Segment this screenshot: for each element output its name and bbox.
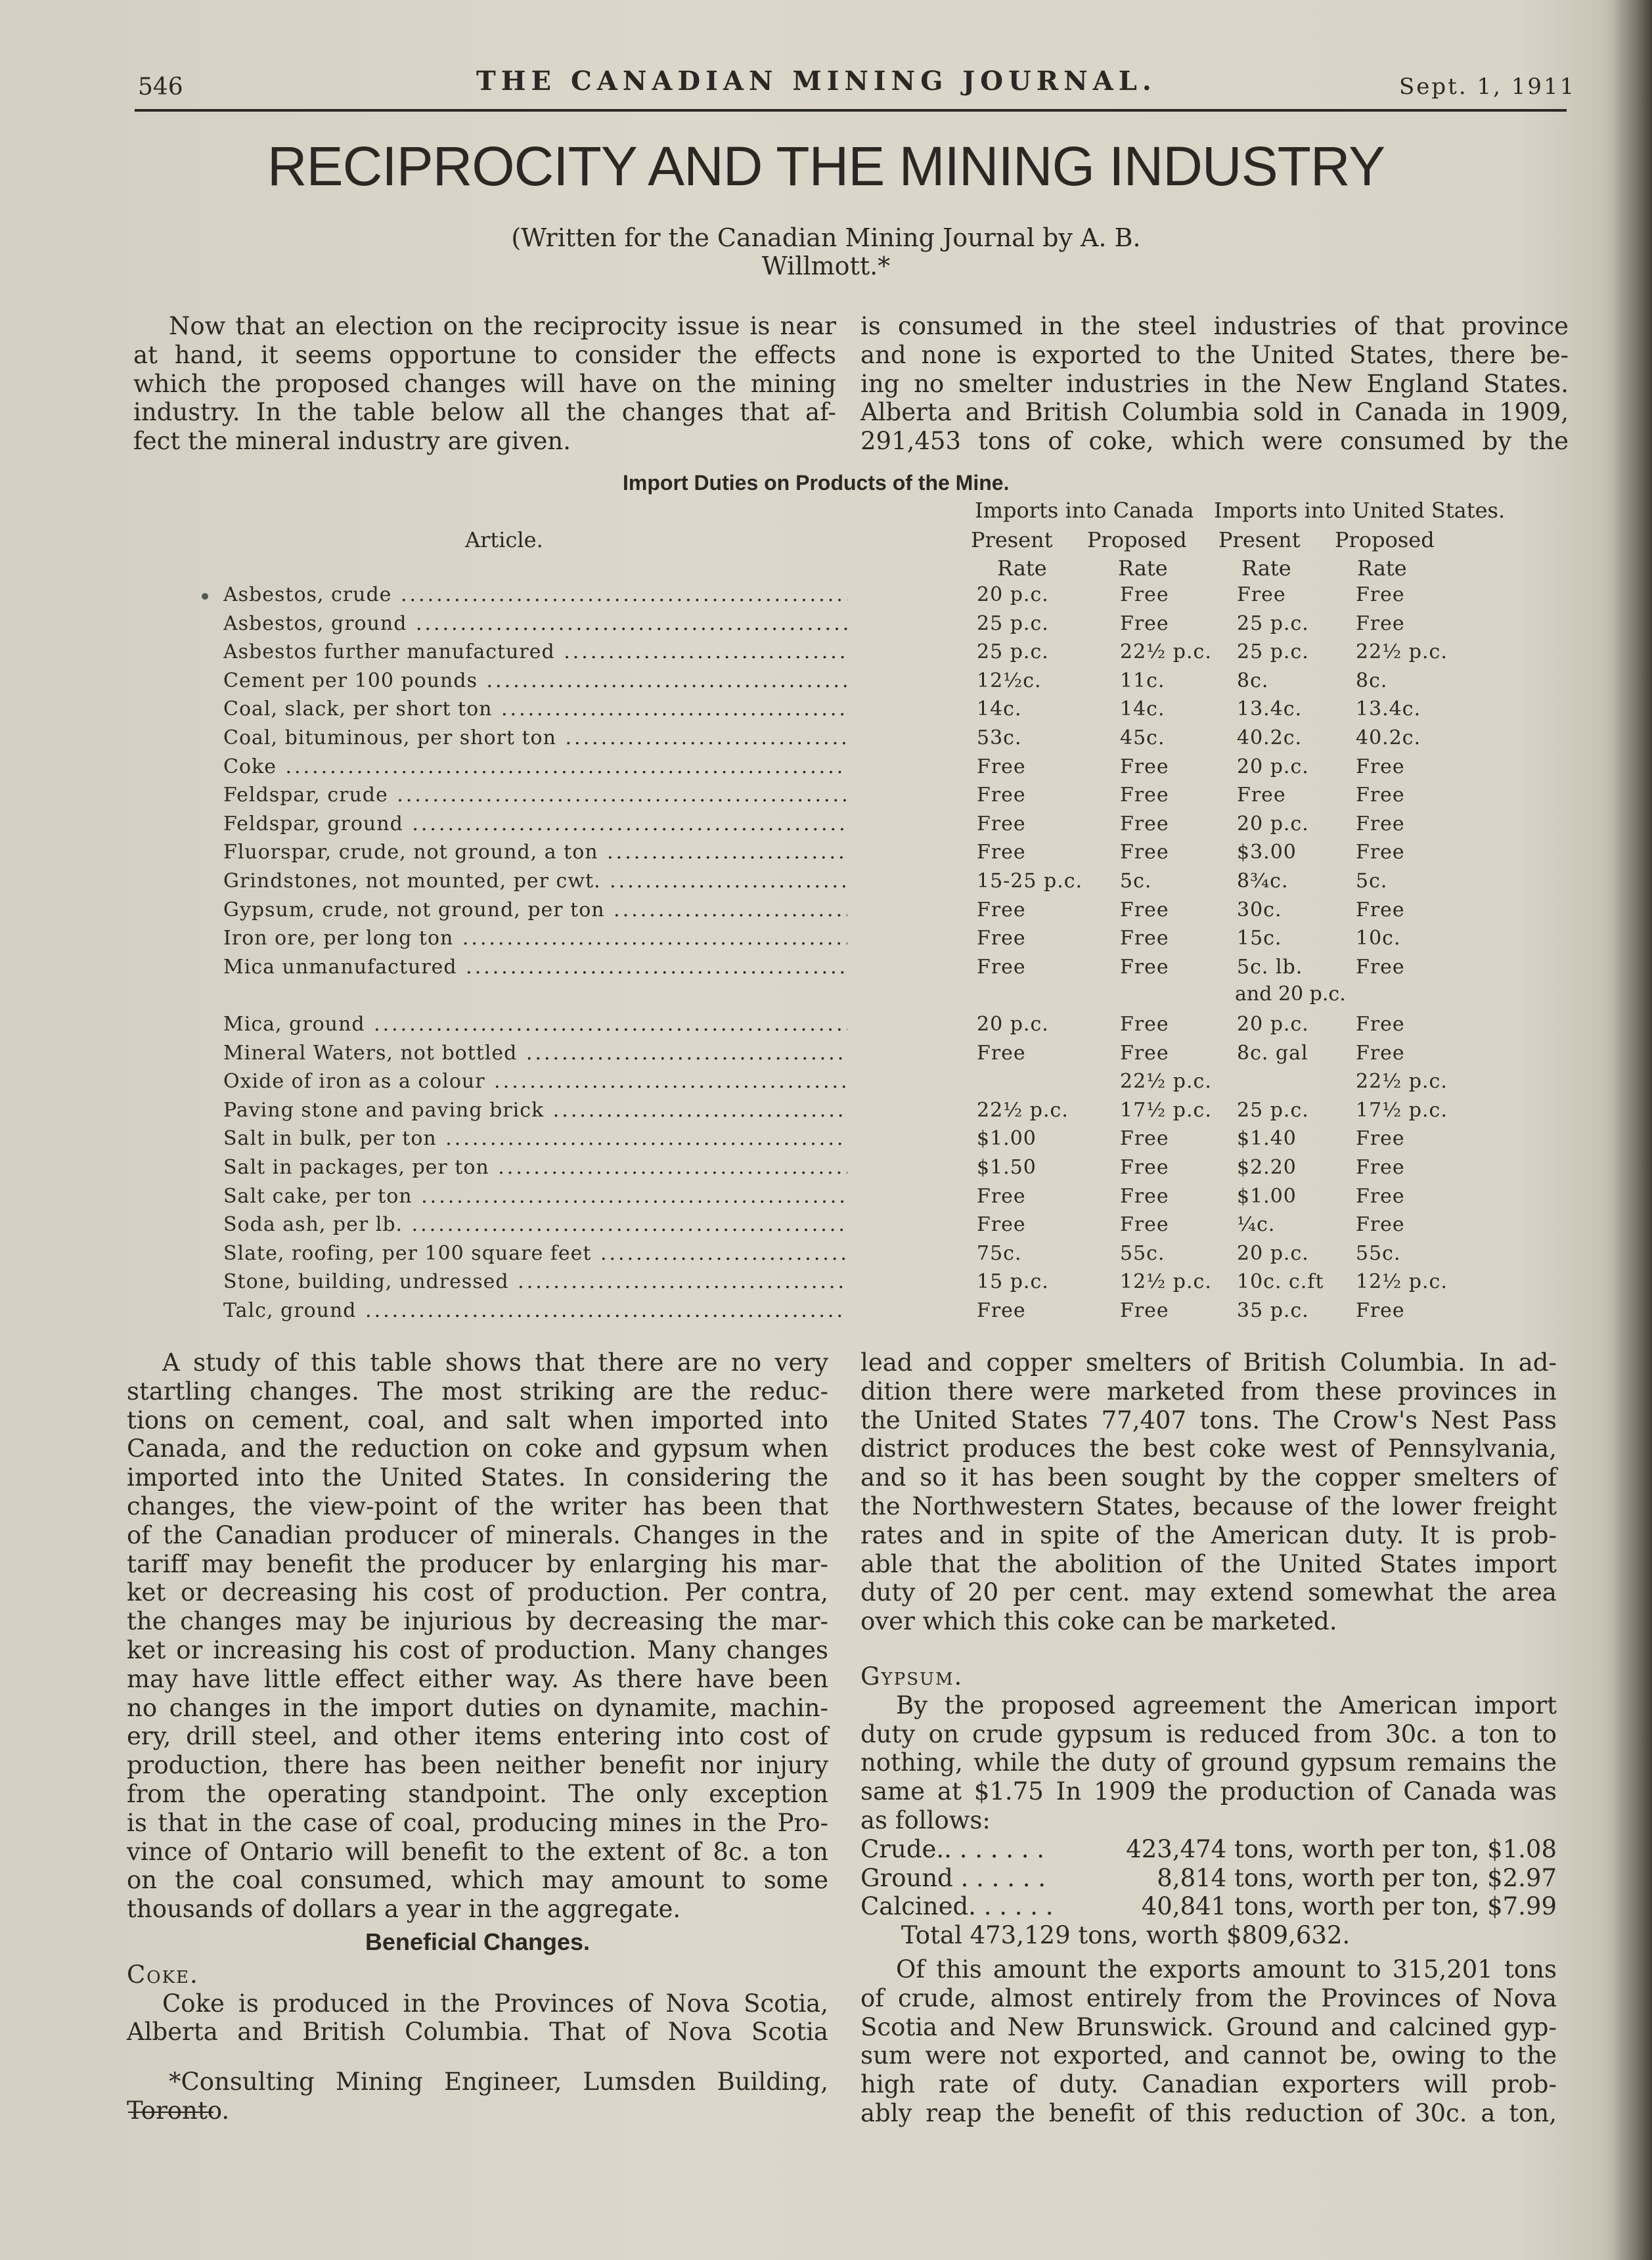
text-line: from the operating standpoint. The only exception [127, 1779, 828, 1808]
page-number: 546 [138, 74, 183, 100]
text-line: Scotia and New Brunswick. Ground and calcined gyp- [860, 2012, 1557, 2041]
table-cell-us-proposed: Free [1356, 1127, 1405, 1151]
article-title: RECIPROCITY AND THE MINING INDUSTRY [267, 135, 1385, 197]
table-cell-ca-proposed: Free [1120, 1213, 1169, 1237]
table-cell-us-proposed: 10c. [1356, 927, 1401, 950]
text-line: at hand, it seems opportune to consider the effects [133, 340, 836, 369]
gypsum-production-list [860, 1835, 1557, 1921]
table-cell-ca-present: 15-25 p.c. [977, 870, 1083, 893]
table-cell-us-present: 20 p.c. [1237, 1241, 1309, 1265]
text-line: lead and copper smelters of British Columbia. In ad- [860, 1348, 1557, 1377]
text-line: and none is exported to the United States, there be- [860, 340, 1569, 369]
table-cell-us-present: 10c. c.ft [1237, 1270, 1324, 1294]
group-header-canada: Imports into Canada [975, 498, 1194, 523]
table-cell-ca-present: 12½c. [977, 669, 1042, 692]
table-cell-us-proposed: Free [1356, 812, 1405, 835]
text-line: sum were not exported, and cannot be, owing to the [860, 2041, 1557, 2070]
table-cell-ca-present: Free [977, 812, 1026, 835]
table-cell-ca-present: $1.50 [977, 1156, 1037, 1179]
text-line: duty of 20 per cent. may extend somewhat the area [860, 1578, 1557, 1607]
table-cell-us-present: 25 p.c. [1237, 1098, 1309, 1122]
table-cell-article: Fluorspar, crude, not ground, a ton ..... [223, 841, 847, 864]
body-right-column [860, 1348, 1557, 2128]
table-cell-article: Mineral Waters, not bottled ..... [223, 1042, 847, 1065]
table-cell-us-present: 25 p.c. [1237, 611, 1309, 635]
text-line: rates and in spite of the American duty. It is prob- [860, 1520, 1557, 1549]
table-cell-ca-present: 25 p.c. [977, 640, 1049, 664]
table-cell-ca-proposed: 12½ p.c. [1120, 1270, 1212, 1294]
table-cell-article: Gypsum, crude, not ground, per ton ..... [223, 898, 847, 921]
table-cell-ca-present: Free [977, 898, 1026, 921]
table-cell-us-proposed: Free [1356, 1156, 1405, 1179]
table-cell-us-present: 8c. gal [1237, 1041, 1308, 1065]
table-cell-ca-present: Free [977, 955, 1026, 979]
gypsum-label: Calcined. . . . . . [860, 1892, 1054, 1921]
table-cell-article: Talc, ground ..... [223, 1299, 847, 1322]
table-cell-article: Soda ash, per lb. ..... [223, 1213, 847, 1236]
text-line: Alberta and British Columbia. That of Nova Scotia [127, 2018, 828, 2047]
text-line: fect the mineral industry are given. [133, 427, 571, 456]
table-cell-article: Mica, ground ..... [223, 1013, 847, 1036]
text-line: and so it has been sought by the copper smelters of [860, 1463, 1557, 1492]
table-cell-us-present: Free [1237, 583, 1286, 606]
table-cell-us-proposed: Free [1356, 955, 1405, 979]
table-cell-ca-proposed: 14c. [1120, 698, 1165, 721]
table-cell-ca-proposed: Free [1120, 1013, 1169, 1036]
table-cell-ca-proposed: 5c. [1120, 870, 1152, 893]
beneficial-changes-heading: Beneficial Changes. [365, 1928, 591, 1955]
text-line: duty on crude gypsum is reduced from 30c. a ton to [860, 1719, 1557, 1748]
text-line: 291,453 tons of coke, which were consumed by the [860, 427, 1569, 456]
table-cell-us-present: 40.2c. [1237, 726, 1303, 749]
text-line: no changes in the import duties on dynamite, machin- [127, 1693, 828, 1722]
table-cell-ca-present: Free [977, 1213, 1026, 1237]
article-header: Article. [465, 527, 543, 552]
text-line: Canada, and the reduction on coke and gypsum when [127, 1434, 828, 1463]
gypsum-row [860, 1892, 1557, 1921]
text-line: of the Canadian producer of minerals. Changes in the [127, 1520, 828, 1549]
table-cell-ca-proposed: 22½ p.c. [1120, 640, 1212, 664]
table-cell-us-proposed: Free [1356, 611, 1405, 635]
table-cell-ca-present: Free [977, 784, 1026, 807]
table-cell-us-present: 8c. [1237, 669, 1269, 692]
table-cell-ca-proposed: 45c. [1120, 726, 1165, 749]
table-cell-us-present: 20 p.c. [1237, 812, 1309, 835]
table-cell-ca-present: Free [977, 927, 1026, 950]
table-cell-us-proposed: 40.2c. [1356, 726, 1421, 749]
table-cell-us-present: $2.20 [1237, 1156, 1297, 1179]
intro-right-column [860, 312, 1569, 456]
text-line: nothing, while the duty of ground gypsum remains the [860, 1748, 1557, 1777]
text-line: high rate of duty. Canadian exporters will prob- [860, 2070, 1557, 2099]
journal-title: THE CANADIAN MINING JOURNAL. [476, 66, 1157, 97]
text-line: may have little effect either way. As there have been [127, 1664, 828, 1693]
table-cell-us-present: 5c. lb. [1237, 955, 1303, 979]
table-cell-article: Coke ..... [223, 755, 847, 778]
text-line: same at $1.75 In 1909 the production of Canada was [860, 1777, 1557, 1806]
table-cell-us-present: 15c. [1237, 927, 1282, 950]
text-line: vince of Ontario will benefit to the extent of 8c. a ton [127, 1837, 828, 1866]
text-line: the United States 77,407 tons. The Crow's Nest Pass [860, 1406, 1557, 1434]
table-cell-ca-present: Free [977, 841, 1026, 864]
col-header-ca-proposed: Proposed [1087, 527, 1187, 552]
table-cell-ca-proposed: Free [1120, 1041, 1169, 1065]
table-cell-us-proposed: 5c. [1356, 870, 1388, 893]
table-cell-ca-present: Free [977, 1299, 1026, 1322]
gypsum-total: Total 473,129 tons, worth $809,632. [901, 1921, 1351, 1950]
table-cell-article: Stone, building, undressed ..... [223, 1270, 847, 1293]
body-left-column [127, 1348, 828, 2047]
col-header-us-proposed: Proposed [1335, 527, 1435, 552]
text-line: dition there were marketed from these provinces in [860, 1377, 1557, 1406]
table-cell-article: Asbestos, crude ..... [223, 583, 847, 606]
table-cell-ca-proposed: Free [1120, 1184, 1169, 1208]
table-cell-us-proposed: Free [1356, 583, 1405, 606]
table-cell-us-proposed: 22½ p.c. [1356, 640, 1448, 664]
footnote [127, 2068, 828, 2125]
table-cell-article: Feldspar, ground ..... [223, 812, 847, 835]
table-cell-us-proposed: 13.4c. [1356, 698, 1421, 721]
table-cell-article: Oxide of iron as a colour ..... [223, 1070, 847, 1093]
table-cell-ca-proposed: Free [1120, 611, 1169, 635]
table-cell-article: Grindstones, not mounted, per cwt. ..... [223, 870, 847, 893]
text-line: Of this amount the exports amount to 315,201 tons [896, 1955, 1557, 1983]
table-cell-us-present: 35 p.c. [1237, 1299, 1309, 1322]
text-line: district produces the best coke west of Pennsylvania, [860, 1434, 1557, 1463]
table-cell-article: Paving stone and paving brick ..... [223, 1099, 847, 1122]
table-cell-ca-proposed: Free [1120, 784, 1169, 807]
text-line: tions on cement, coal, and salt when imported into [127, 1406, 828, 1434]
table-cell-ca-present: 20 p.c. [977, 1013, 1049, 1036]
text-line: ket or increasing his cost of production. Many changes [127, 1635, 828, 1664]
text-line: ing no smelter industries in the New England States. [860, 369, 1569, 398]
text-line: tariff may benefit the producer by enlarging his mar- [127, 1549, 828, 1578]
text-line: ket or decreasing his cost of production. Per contra, [127, 1578, 828, 1607]
table-cell-us-present: $1.40 [1237, 1127, 1297, 1151]
table-cell-ca-proposed: 55c. [1120, 1241, 1165, 1265]
table-cell-article: Cement per 100 pounds ..... [223, 669, 847, 692]
gypsum-row [860, 1835, 1557, 1864]
text-line: Now that an election on the reciprocity issue is near [169, 312, 836, 340]
table-cell-ca-present: 15 p.c. [977, 1270, 1049, 1294]
table-cell-us-present: 20 p.c. [1237, 1013, 1309, 1036]
table-cell-article: Salt in packages, per ton ..... [223, 1156, 847, 1179]
table-cell-ca-present: $1.00 [977, 1127, 1037, 1151]
table-cell-article: Slate, roofing, per 100 square feet ..... [223, 1242, 847, 1265]
text-line: is consumed in the steel industries of that province [860, 312, 1569, 340]
text-line: ably reap the benefit of this reduction of 30c. a ton, [860, 2098, 1557, 2127]
table-cell-ca-proposed: Free [1120, 955, 1169, 979]
col-header-us-present: Present [1218, 527, 1301, 552]
text-line: production, there has been neither benefit nor injury [127, 1751, 828, 1780]
rate-label-us-proposed: Rate [1357, 556, 1407, 581]
gypsum-heading: Gypsum. [860, 1662, 964, 1691]
table-cell-article: Mica unmanufactured ..... [223, 956, 847, 979]
text-line: of crude, almost entirely from the Provinces of Nova [860, 1983, 1557, 2012]
table-cell-ca-proposed: Free [1120, 755, 1169, 778]
table-cell-us-proposed: Free [1356, 755, 1405, 778]
table-cell-us-present: 25 p.c. [1237, 640, 1309, 664]
table-cell-ca-proposed: 17½ p.c. [1120, 1098, 1212, 1122]
table-cell-us-proposed: 8c. [1356, 669, 1388, 692]
text-line: imported into the United States. In considering the [127, 1463, 828, 1492]
table-cell-us-present: $3.00 [1237, 841, 1297, 864]
table-cell-us-proposed: Free [1356, 1213, 1405, 1237]
table-cell-ca-proposed: 22½ p.c. [1120, 1070, 1212, 1094]
table-cell-ca-proposed: 11c. [1120, 669, 1165, 692]
page-edge-shadow [1613, 0, 1652, 2260]
table-cell-us-present: Free [1237, 784, 1286, 807]
table-cell-article: Iron ore, per long ton ..... [223, 927, 847, 950]
rate-label-us-present: Rate [1241, 556, 1291, 581]
table-title: Import Duties on Products of the Mine. [623, 471, 1010, 495]
table-cell-ca-present: Free [977, 1041, 1026, 1065]
table-cell-ca-proposed: Free [1120, 927, 1169, 950]
text-line: Coke is produced in the Provinces of Nova Scotia, [162, 1989, 828, 2018]
gypsum-amount: 8,814 tons, worth per ton, $2.97 [1157, 1863, 1557, 1892]
byline-line-1: (Written for the Canadian Mining Journal by A. B. [511, 223, 1141, 252]
text-line: able that the abolition of the United States import [860, 1549, 1557, 1578]
table-cell-us-present: $1.00 [1237, 1184, 1297, 1208]
byline-line-2: Willmott.* [761, 252, 891, 280]
rate-label-ca-proposed: Rate [1118, 556, 1168, 581]
text-line: A study of this table shows that there are no very [162, 1348, 828, 1377]
table-cell-ca-present: 20 p.c. [977, 583, 1049, 606]
group-header-us: Imports into United States. [1214, 498, 1506, 523]
table-cell-us-proposed: Free [1356, 1299, 1405, 1322]
col-header-ca-present: Present [971, 527, 1053, 552]
gypsum-label: Ground . . . . . . [860, 1863, 1046, 1892]
table-cell-article: Asbestos further manufactured ..... [223, 640, 847, 663]
issue-date: Sept. 1, 1911 [1399, 74, 1576, 100]
text-line: thousands of dollars a year in the aggregate. [127, 1895, 681, 1924]
table-cell-ca-present: 14c. [977, 698, 1022, 721]
table-cell-us-proposed: Free [1356, 1184, 1405, 1208]
table-cell-article: Feldspar, crude ..... [223, 784, 847, 807]
table-cell-ca-proposed: Free [1120, 841, 1169, 864]
text-line: on the coal consumed, which may amount to some [127, 1866, 828, 1895]
text-line: ery, drill steel, and other items entering into cost of [127, 1722, 828, 1751]
table-cell-ca-proposed: Free [1120, 1156, 1169, 1179]
bullet-mark [202, 593, 208, 600]
intro-left-column [133, 312, 836, 456]
table-cell-ca-proposed: Free [1120, 1127, 1169, 1151]
table-cell-us-proposed: Free [1356, 784, 1405, 807]
table-cell-ca-present: 75c. [977, 1241, 1022, 1265]
rate-label-ca-present: Rate [997, 556, 1047, 581]
table-cell-us-present: 13.4c. [1237, 698, 1303, 721]
text-line: over which this coke can be marketed. [860, 1607, 1337, 1636]
table-cell-ca-present: Free [977, 755, 1026, 778]
text-line: the changes may be injurious by decreasing the mar- [127, 1607, 828, 1636]
table-cell-us-proposed: Free [1356, 1013, 1405, 1036]
table-cell-us-present: 30c. [1237, 898, 1282, 921]
text-line: changes, the view-point of the writer has been that [127, 1492, 828, 1520]
table-cell-article: Salt cake, per ton ..... [223, 1185, 847, 1208]
text-line: Alberta and British Columbia sold in Canada in 1909, [860, 398, 1569, 427]
table-cell-ca-proposed: Free [1120, 898, 1169, 921]
text-line: the Northwestern States, because of the lower freight [860, 1492, 1557, 1520]
table-cell-ca-proposed: Free [1120, 812, 1169, 835]
gypsum-row [860, 1864, 1557, 1893]
table-cell-us-proposed: 55c. [1356, 1241, 1401, 1265]
table-cell-us-proposed: 22½ p.c. [1356, 1070, 1448, 1094]
table-cell-us-proposed: 17½ p.c. [1356, 1098, 1448, 1122]
text-line: Toronto. [127, 2096, 230, 2125]
table-cell-article: Coal, bituminous, per short ton ..... [223, 726, 847, 749]
table-cell-us-proposed: Free [1356, 841, 1405, 864]
table-cell-article: Coal, slack, per short ton ..... [223, 698, 847, 720]
coke-heading: Coke. [127, 1960, 199, 1989]
table-cell-ca-present: Free [977, 1184, 1026, 1208]
table-cell-us-proposed: Free [1356, 898, 1405, 921]
gypsum-label: Crude.. . . . . . . [860, 1834, 1045, 1863]
table-cell-us-proposed: Free [1356, 1041, 1405, 1065]
text-line: is that in the case of coal, producing mines in the Pro- [127, 1808, 828, 1837]
table-cell-ca-present: 22½ p.c. [977, 1098, 1069, 1122]
text-line: which the proposed changes will have on the mining [133, 369, 836, 398]
table-cell-article: Asbestos, ground ..... [223, 612, 847, 635]
text-line: startling changes. The most striking are the reduc- [127, 1377, 828, 1406]
mica-note: and 20 p.c. [1235, 983, 1346, 1006]
text-line: *Consulting Mining Engineer, Lumsden Building, [169, 2068, 828, 2096]
gypsum-amount: 423,474 tons, worth per ton, $1.08 [1126, 1834, 1557, 1863]
table-cell-ca-present: 53c. [977, 726, 1022, 749]
table-cell-ca-proposed: Free [1120, 1299, 1169, 1322]
table-cell-us-present: 8¾c. [1237, 870, 1289, 893]
text-line: industry. In the table below all the changes that af- [133, 398, 836, 427]
table-cell-us-proposed: 12½ p.c. [1356, 1270, 1448, 1294]
table-cell-article: Salt in bulk, per ton ..... [223, 1127, 847, 1150]
table-cell-us-present: 20 p.c. [1237, 755, 1309, 778]
table-cell-ca-present: 25 p.c. [977, 611, 1049, 635]
text-line: By the proposed agreement the American import [896, 1691, 1557, 1719]
header-rule [135, 109, 1567, 112]
text-line: as follows: [860, 1806, 991, 1834]
table-cell-us-present: ¼c. [1237, 1213, 1276, 1237]
gypsum-amount: 40,841 tons, worth per ton, $7.99 [1141, 1892, 1557, 1921]
table-cell-ca-proposed: Free [1120, 583, 1169, 606]
